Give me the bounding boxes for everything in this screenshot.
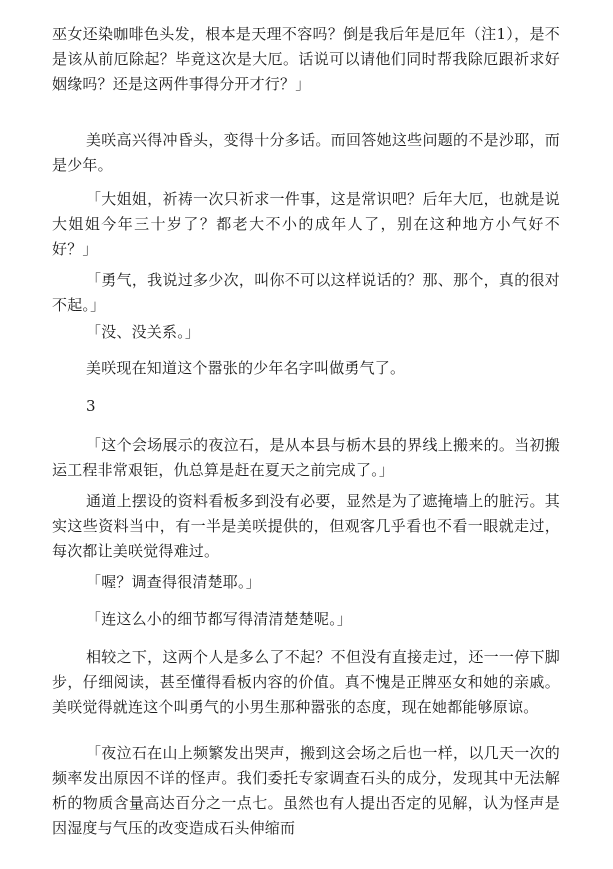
section-number: 3 xyxy=(86,397,96,415)
paragraph-8: 通道上摆设的资料看板多到没有必要，显然是为了遮掩墙上的脏污。其实这些资料当中，有一半是美咲提供的，但观客几乎看也不看一眼就走过，每次都让美咲觉得难过。 xyxy=(52,492,560,560)
paragraph-2: 美咲高兴得冲昏头，变得十分多话。而回答她这些问题的不是沙耶，而是少年。 xyxy=(52,131,560,174)
paragraph-7: 「这个会场展示的夜泣石，是从本县与栃木县的界线上搬来的。当初搬运工程非常艰钜，仇总算是赶在夏天之前完成了。」 xyxy=(52,436,560,479)
paragraph-6: 美咲现在知道这个嚣张的少年名字叫做勇气了。 xyxy=(86,359,406,377)
paragraph-3: 「大姐姐，祈祷一次只祈求一件事，这是常识吧？后年大厄，也就是说大姐姐今年三十岁了？都老大不小的成年人了，别在这种地方小气好不好？」 xyxy=(52,190,560,258)
paragraph-10: 「连这么小的细节都写得清清楚楚呢。」 xyxy=(86,610,353,628)
paragraph-5: 「没、没关系。」 xyxy=(86,323,201,341)
paragraph-12: 「夜泣石在山上频繁发出哭声，搬到这会场之后也一样，以几天一次的频率发出原因不详的怪声。我们委托专家调查石头的成分，发现其中无法解析的物质含量高达百分之一点七。虽然也有人提出否定的见解，认为怪声是因湿度与气压的改变造成石头伸缩而 xyxy=(52,744,560,837)
paragraph-11: 相较之下，这两个人是多么了不起？不但没有直接走过，还一一停下脚步，仔细阅读，甚至懂得看板内容的价值。真不愧是正牌巫女和她的亲戚。美咲觉得就连这个叫勇气的小男生那种嚣张的态度，现在她都能够原谅。 xyxy=(52,648,560,716)
paragraph-1: 巫女还染咖啡色头发，根本是天理不容吗？倒是我后年是厄年（注1），是不是该从前厄除起？毕竟这次是大厄。话说可以请他们同时帮我除厄跟祈求好姻缘吗？还是这两件事得分开才行？」 xyxy=(52,25,560,93)
paragraph-9: 「喔？调查得很清楚耶。」 xyxy=(86,573,261,591)
paragraph-4: 「勇气，我说过多少次，叫你不可以这样说话的？那、那个，真的很对不起。」 xyxy=(52,271,560,314)
